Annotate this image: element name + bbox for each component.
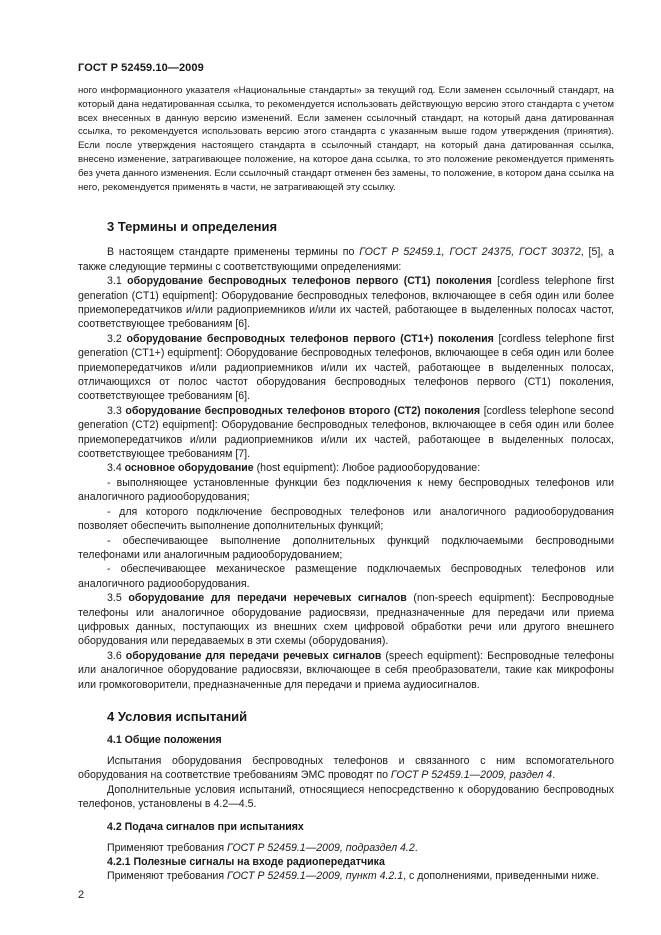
section-4-title: 4 Условия испытаний [107, 708, 248, 724]
document-body [78, 84, 614, 883]
term-3-1-name: оборудование беспроводных телефонов первого (СТ1) поколения [127, 275, 492, 288]
term-3-2-name: оборудование беспроводных телефонов первого (СТ1+) поколения [126, 332, 494, 345]
subsection-4-2-1-paragraph: Применяют требования ГОСТ Р 52459.1—2009, пункт 4.2.1, с дополнениями, приведенными ниже. [107, 870, 600, 882]
term-3-6: 3.6 оборудование для передачи речевых сигналов (speech equipment): Беспроводные телефоны или аналогичное оборудование радиосвязи, включающее в себя преобразователи, такие как микрофоны или громкоговорители, предназначенные для передачи и приема аудиосигналов. [78, 649, 614, 691]
term-3-5-name: оборудование для передачи неречевых сигналов [128, 592, 407, 605]
page-number: 2 [78, 889, 85, 901]
term-3-3-name: оборудование беспроводных телефонов второго (СТ2) поколения [125, 404, 481, 417]
list-item: - для которого подключение беспроводных телефонов или аналогичного радиооборудования позволяет обеспечить выполнение дополнительных функций; [78, 505, 614, 533]
subsection-4-1-paragraph-2: Дополнительные условия испытаний, относящиеся непосредственно к оборудованию беспроводных телефонов, установлены в 4.2—4.5. [78, 783, 614, 811]
subsection-4-2-title: 4.2 Подача сигналов при испытаниях [107, 820, 304, 833]
term-3-3: 3.3 оборудование беспроводных телефонов второго (СТ2) поколения [cordless telephone second generation (CT2) equipment]: Оборудование беспроводных телефонов, включающее в себя один или более приемопередатчиков и/или радиоприемников и/или их частей, работающее в выделенных полосах, соответствующее требованиям [7]. [78, 404, 615, 461]
subsection-4-2-paragraph: Применяют требования ГОСТ Р 52459.1—2009, подраздел 4.2. [107, 841, 418, 854]
intro-paragraph: ного информационного указателя «Национальные стандарты» за текущий год. Если заменен ссылочный стандарт, на который дана недатированная ссылка, то рекомендуется использовать действующую версию этого стандарта с учетом всех внесенных в данную версию изменений. Если заменен ссылочный стандарт, на который дана датированная ссылка, то рекомендуется использовать версию этого стандарта с указанным выше годом утверждения (принятия). Если после утверждения настоящего стандарта в ссылочный стандарт, на который дана датированная ссылка, внесено изменение, затрагивающее положение, на которое дана ссылка, то это положение рекомендуется применять без учета данного изменения. Если ссылочный стандарт отменен без замены, то положение, в котором дана ссылка на него, рекомендуется применять в части, не затрагивающей эту ссылку. [78, 85, 614, 193]
term-3-2: 3.2 оборудование беспроводных телефонов первого (СТ1+) поколения [cordless telephone first generation (CT1+) equipment]: Оборудование беспроводных телефонов, включающее в себя один или более приемопередатчиков и/или радиоприемников и/или их частей, работающее в выделенных полосах, отличающихся от полос частот оборудования беспроводных телефонов первого (СТ1) поколения, соответствующее требованиям [6]. [78, 332, 615, 403]
subsection-4-1-title: 4.1 Общие положения [107, 733, 222, 746]
subsection-4-2-1-title: 4.2.1 Полезные сигналы на входе радиопередатчика [107, 856, 385, 868]
term-3-4: 3.4 основное оборудование (host equipment): Любое радиооборудование: [107, 462, 481, 475]
section-3-title: 3 Термины и определения [107, 219, 278, 235]
list-item: - обеспечивающее выполнение дополнительных функций подключаемыми беспроводными телефонами или аналогичным радиооборудованием; [78, 534, 614, 561]
document-header-code: ГОСТ Р 52459.10—2009 [78, 62, 204, 74]
subsection-4-1-paragraph-1: Испытания оборудования беспроводных телефонов и связанного с ним вспомогательного оборудования на соответствие требованиям ЭМС проводят по ГОСТ Р 52459.1—2009, раздел 4. [78, 754, 614, 782]
list-item: - выполняющее установленные функции без подключения к нему беспроводных телефонов или аналогичного радиооборудования; [78, 476, 614, 504]
term-3-5: 3.5 оборудование для передачи неречевых сигналов (non-speech equipment): Беспроводные телефоны или аналогичное оборудование радиосвязи, предназначенные для передачи или приема цифровых данных, поступающих из внешних схем цифровой обработки речи или другого внешнего оборудования или передаваемых в эти схемы (оборудования). [78, 592, 615, 648]
term-3-6-name: оборудование для передачи речевых сигналов [125, 649, 382, 662]
section-3-intro: В настоящем стандарте применены термины по ГОСТ Р 52459.1, ГОСТ 24375, ГОСТ 30372, [5], а также следующие термины с соответствующими определениями: [78, 246, 614, 273]
term-3-4-name: основное оборудование [124, 462, 254, 475]
term-3-1: 3.1 оборудование беспроводных телефонов первого (СТ1) поколения [cordless telephone first generation (CT1) equipment]: Оборудование беспроводных телефонов, включающее в себя один или более приемопередатчиков и/или радиоприемников и/или их частей, работающее в выделенных полосах частот, соответствующее требованиям [6]. [78, 275, 615, 331]
list-item: - обеспечивающее механическое размещение подключаемых беспроводных телефонов или аналогичного радиооборудования. [78, 563, 614, 590]
